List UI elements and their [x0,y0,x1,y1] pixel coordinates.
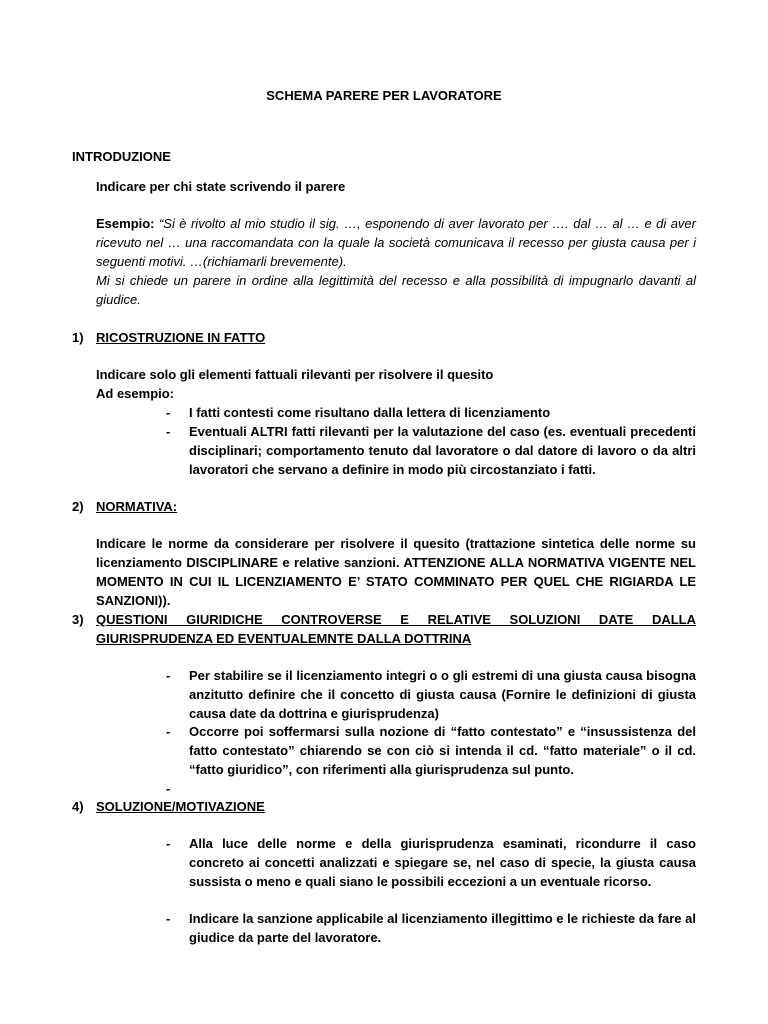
section4-bullet-1: Alla luce delle norme e della giurisprudenza esaminati, ricondurre il caso concreto ai concetti analizzati e spiegare se, nel caso di specie, la giusta causa sussista o meno e quali siano le possibili eccezioni a un eventuale ricorso. [189,836,696,889]
section1-heading: RICOSTRUZIONE IN FATTO [96,330,266,345]
section1-number: 1) [72,330,84,345]
empty-bullet-dash: - [166,781,171,796]
section4-heading: SOLUZIONE/MOTIVAZIONE [96,799,265,814]
section1-instruction: Indicare solo gli elementi fattuali rilevanti per risolvere il quesito [96,367,494,382]
section4-number: 4) [72,799,84,814]
section1-bullet-1: I fatti contesti come risultano dalla lettera di licenziamento [189,405,551,420]
section3-number: 3) [72,612,84,627]
bullet-dash: - [166,424,171,439]
section1-bullet-2: Eventuali ALTRI fatti rilevanti per la valutazione del caso (es. eventuali precedenti disciplinari; comportamento tenuto dal lavoratore o dal datore di lavoro o da altri lavoratori che servano a definire in modo più circostanziato i fatti. [189,424,696,477]
section3-heading: QUESTIONI GIURIDICHE CONTROVERSE E RELATIVE SOLUZIONI DATE DALLA GIURISPRUDENZA ED EVENTUALEMNTE DALLA DOTTRINA [96,612,696,646]
section2-number: 2) [72,499,84,514]
bullet-dash: - [166,836,171,851]
section2-text: Indicare le norme da considerare per risolvere il quesito (trattazione sintetica delle norme su licenziamento DISCIPLINARE e relative sanzioni. ATTENZIONE ALLA NORMATIVA VIGENTE NEL MOMENTO IN CUI IL LICENZIAMENTO E’ STATO COMMINATO PER QUEL CHE RIGIARDA LE SANZIONI)). [96,536,696,608]
example-label: Esempio: [96,216,155,231]
intro-instruction: Indicare per chi state scrivendo il parere [96,179,346,194]
section4-bullet-2: Indicare la sanzione applicabile al licenziamento illegittimo e le richieste da fare al giudice da parte del lavoratore. [189,911,696,945]
intro-heading: INTRODUZIONE [72,149,171,164]
bullet-dash: - [166,911,171,926]
intro-example [96,214,696,271]
bullet-dash: - [166,405,171,420]
example-text: “Si è rivolto al mio studio il sig. …, esponendo di aver lavorato per …. dal … al … e di aver ricevuto nel … una raccomandata con la quale la società comunicava il recesso per giusta causa per i seguenti motivi. …(richiamarli brevemente). [96,216,696,269]
bullet-dash: - [166,668,171,683]
section2-heading: NORMATIVA: [96,499,178,514]
section3-bullet-1: Per stabilire se il licenziamento integri o o gli estremi di una giusta causa bisogna anzitutto definire che il concetto di giusta causa (Fornire le definizioni di giusta causa date da dottrina e giurisprudenza) [189,668,696,721]
document-title: SCHEMA PARERE PER LAVORATORE [266,88,502,103]
bullet-dash: - [166,724,171,739]
section3-bullet-2: Occorre poi soffermarsi sulla nozione di “fatto contestato” e “insussistenza del fatto contestato” chiarendo se con ciò si intenda il cd. “fatto materiale” o il cd. “fatto giuridico”, con riferimenti alla giurisprudenza sul punto. [189,724,696,777]
example-text-2: Mi si chiede un parere in ordine alla legittimità del recesso e alla possibilità di impugnarlo davanti al giudice. [96,273,696,307]
section1-lead: Ad esempio: [96,386,175,401]
